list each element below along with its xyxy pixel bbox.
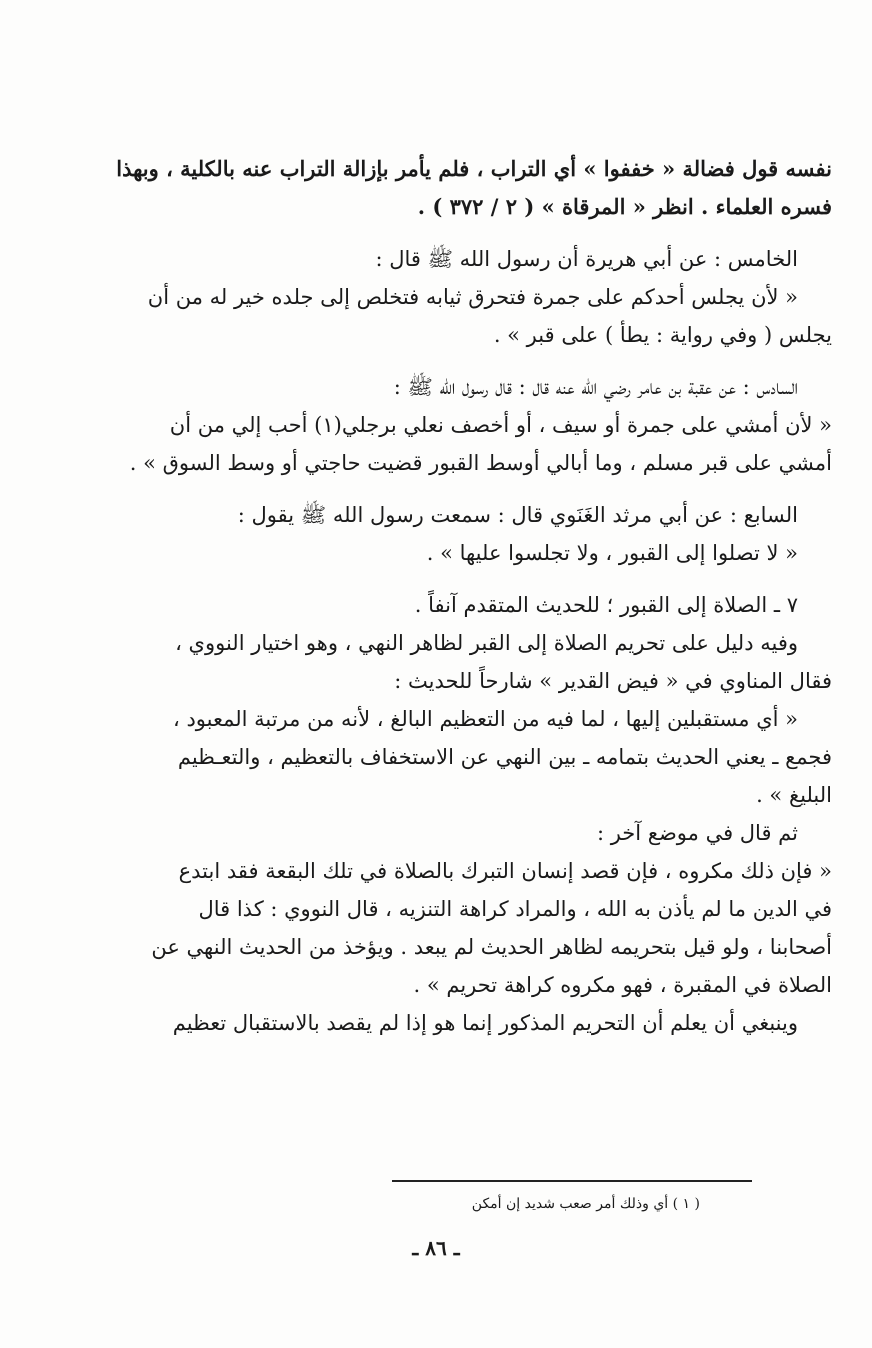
text-line: أمشي على قبر مسلم ، وما أبالي أوسط القبور قضيت حاجتي أو وسط السوق » . [129, 451, 832, 475]
text-line: أصحابنا ، ولو قيل بتحريمه لظاهر الحديث لم يبعد . ويؤخذ من الحديث النهي عن [151, 935, 832, 959]
text-line: « لأن أمشي على جمرة أو سيف ، أو أخصف نعلي برجلي(١) أحب إلي من أن [169, 413, 832, 437]
text-line: « لأن يجلس أحدكم على جمرة فتحرق ثيابه فتخلص إلى جلده خير له من أن [147, 285, 798, 309]
footnote: ( ١ ) أي وذلك أمر صعب شديد إن أمكن [471, 1196, 700, 1212]
footnote-divider [392, 1180, 752, 1182]
text-line: ٧ ـ الصلاة إلى القبور ؛ للحديث المتقدم آنفاً . [414, 593, 798, 617]
text-line: وفيه دليل على تحريم الصلاة إلى القبر لظاهر النهي ، وهو اختيار النووي ، [175, 631, 798, 655]
text-line: فجمع ـ يعني الحديث بتمامه ـ بين النهي عن الاستخفاف بالتعظيم ، والتعـظيم [177, 745, 832, 769]
text-line: « أي مستقبلين إليها ، لما فيه من التعظيم البالغ ، لأنه من مرتبة المعبود ، [172, 707, 798, 731]
text-line: البليغ » . [756, 783, 832, 807]
text-line: وينبغي أن يعلم أن التحريم المذكور إنما هو إذا لم يقصد بالاستقبال تعظيم [172, 1011, 798, 1035]
text-line: « فإن ذلك مكروه ، فإن قصد إنسان التبرك بالصلاة في تلك البقعة فقد ابتدع [178, 859, 832, 883]
main-text [46, 150, 832, 1042]
text-line: فسره العلماء . انظر « المرقاة » ( ٢ / ٣٧٢ ) . [417, 194, 832, 219]
page-number: ـ ٨٦ ـ [412, 1236, 460, 1260]
text-line: « لا تصلوا إلى القبور ، ولا تجلسوا عليها » . [426, 541, 798, 565]
text-line: الصلاة في المقبرة ، فهو مكروه كراهة تحريم » . [413, 973, 832, 997]
text-line: السابع : عن أبي مرثد الغَنَوي قال : سمعت رسول الله ﷺ يقول : [237, 503, 798, 527]
text-line: ثم قال في موضع آخر : [596, 821, 798, 845]
text-line: يجلس ( وفي رواية : يطأ ) على قبر » . [493, 323, 832, 347]
text-line: فقال المناوي في « فيض القدير » شارحاً للحديث : [394, 669, 832, 693]
text-line: نفسه قول فضالة « خففوا » أي التراب ، فلم يأمر بإزالة التراب عنه بالكلية ، وبهذا [116, 156, 832, 181]
text-line: السادس : عن عقبة بن عامر رضي الله عنه قال : قال رسول الله ﷺ : [393, 375, 798, 399]
text-line: الخامس : عن أبي هريرة أن رسول الله ﷺ قال : [375, 247, 798, 271]
text-line: في الدين ما لم يأذن به الله ، والمراد كراهة التنزيه ، قال النووي : كذا قال [198, 897, 832, 921]
